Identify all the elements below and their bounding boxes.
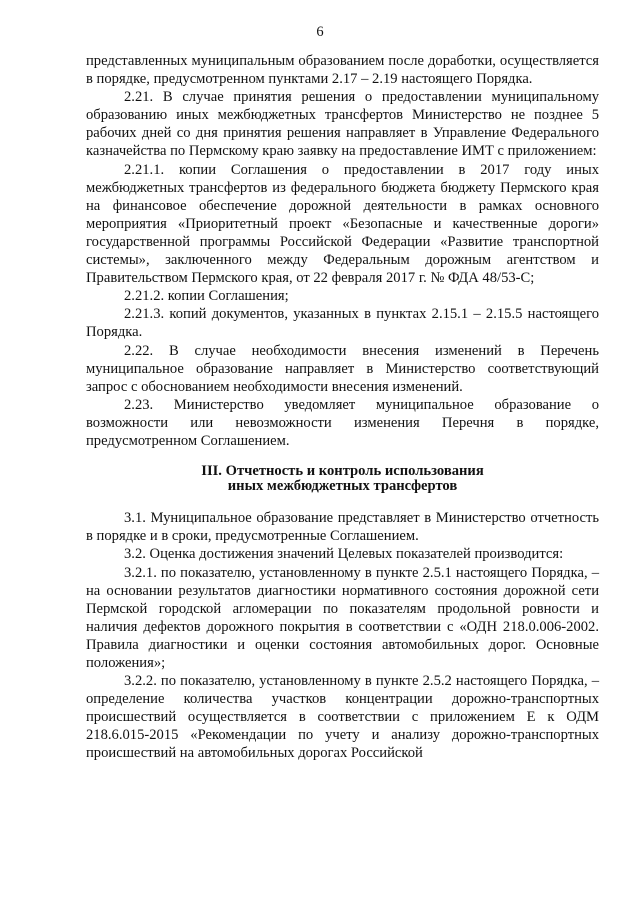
document-body — [86, 52, 599, 763]
paragraph: 3.2. Оценка достижения значений Целевых показателей производится: — [124, 546, 564, 563]
section-heading-line-1: III. Отчетность и контроль использования — [201, 463, 484, 480]
paragraph: представленных муниципальным образованием после доработки, осуществляется в порядке, предусмотренном пунктами 2.17 – 2.19 настоящего Порядка. — [86, 53, 599, 88]
paragraphs-after-heading — [86, 509, 599, 762]
paragraph: 2.21.1. копии Соглашения о предоставлении в 2017 году иных межбюджетных трансфертов из федерального бюджета бюджету Пермского края на финансовое обеспечение дорожной деятельности в рамках основного мероприятия «Приоритетный проект «Безопасные и качественные дороги» государственной программы Российской Федерации «Развитие транспортной системы», заключенного между Федеральным дорожным агентством и Правительством Пермского края, от 22 февраля 2017 г. № ФДА 48/53-С; — [86, 161, 599, 287]
paragraph: 3.1. Муниципальное образование представляет в Министерство отчетность в порядке и в сроки, предусмотренные Соглашением. — [86, 510, 599, 545]
section-heading — [86, 464, 599, 493]
paragraph: 3.2.1. по показателю, установленному в пункте 2.5.1 настоящего Порядка, – на основании результатов диагностики нормативного состояния дорожной сети Пермской городской агломерации по показателям продольной ровности и наличия дефектов дорожного покрытия в соответствии с «ОДН 218.0.006-2002. Правила диагностики и оценки состояния автомобильных дорог. Основные положения»; — [86, 564, 599, 671]
paragraph: 2.21. В случае принятия решения о предоставлении муниципальному образованию иных межбюджетных трансфертов Министерство не позднее 5 рабочих дней со дня принятия решения направляет в Управление Федерального казначейства по Пермскому краю заявку на предоставление ИМТ с приложением: — [86, 89, 599, 160]
page-number: 6 — [316, 24, 324, 40]
paragraph: 3.2.2. по показателю, установленному в пункте 2.5.2 настоящего Порядка, – определение количества участков концентрации дорожно-транспортных происшествий осуществляется в соответствии с приложением Е к ОДМ 218.6.015-2015 «Рекомендации по учету и анализу дорожно-транспортных происшествий на автомобильных дорогах Российской — [86, 673, 599, 762]
paragraph: 2.22. В случае необходимости внесения изменений в Перечень муниципальное образование направляет в Министерство соответствующий запрос с обоснованием необходимости внесения изменений. — [86, 342, 599, 395]
paragraph: 2.23. Министерство уведомляет муниципальное образование о возможности или невозможности изменения Перечня в порядке, предусмотренном Соглашением. — [86, 396, 599, 449]
section-heading-line-2: иных межбюджетных трансфертов — [227, 477, 458, 494]
paragraph: 2.21.2. копии Соглашения; — [124, 288, 289, 305]
paragraph: 2.21.3. копий документов, указанных в пунктах 2.15.1 – 2.15.5 настоящего Порядка. — [86, 306, 599, 341]
paragraphs-before-heading — [86, 52, 599, 450]
